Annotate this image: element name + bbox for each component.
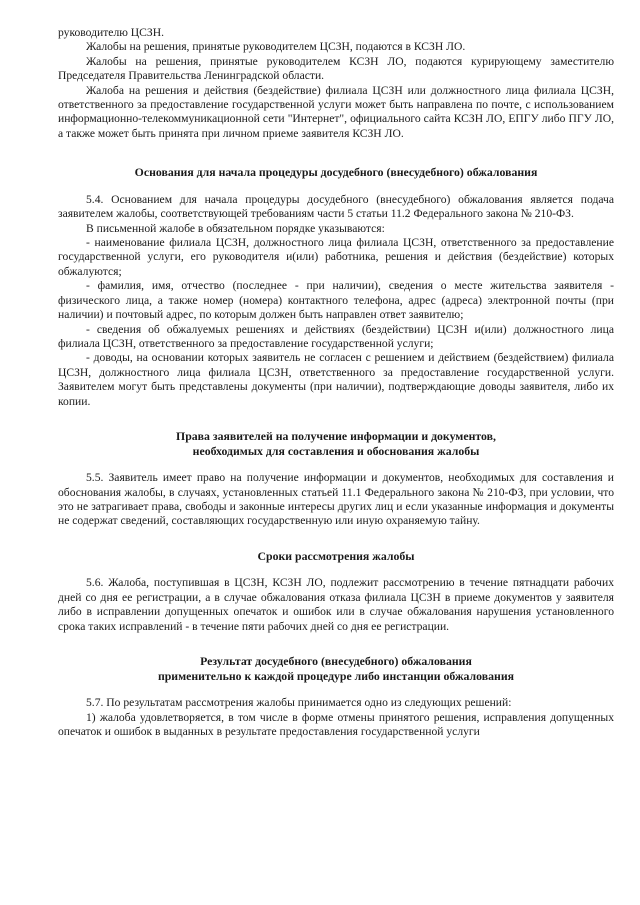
paragraph: 1) жалоба удовлетворяется, в том числе в форме отмены принятого решения, исправления допущенных опечаток и ошибок в выданных в результате предоставления государственной услуги <box>58 710 614 738</box>
list-item: - доводы, на основании которых заявитель не согласен с решением и действием (бездействием) филиала ЦСЗН, должностного лица филиала ЦСЗН, ответственного за предоставление государственной услуги. Заявителем могут быть представлены документы (при наличии), подтверждающие доводы заявителя, либо их копии. <box>58 351 614 408</box>
paragraph: руководителю ЦСЗН. <box>58 26 164 39</box>
paragraph: В письменной жалобе в обязательном порядке указываются: <box>86 221 385 235</box>
section-heading-line: Результат досудебного (внесудебного) обжалования <box>200 653 472 668</box>
paragraph: 5.7. По результатам рассмотрения жалобы принимается одно из следующих решений: <box>86 696 512 710</box>
list-item: - фамилия, имя, отчество (последнее - при наличии), сведения о месте жительства заявителя - физического лица, а также номер (номера) контактного телефона, адрес (адреса) электронной почты (при наличии) и почтовый адрес, по которым должен быть направлен ответ заявителю; <box>58 279 614 322</box>
list-item: - наименование филиала ЦСЗН, должностного лица филиала ЦСЗН, ответственного за предоставление государственной услуги, его руководителя и(или) работника, решения и действия (бездействие) которых обжалуются; <box>58 236 614 278</box>
paragraph: 5.6. Жалоба, поступившая в ЦСЗН, КСЗН ЛО, подлежит рассмотрению в течение пятнадцати рабочих дней со дня ее регистрации, а в случае обжалования отказа филиала ЦСЗН в приеме документов у заявителя либо в исправлении допущенных опечаток и ошибок или в случае обжалования нарушения установленного срока таких исправлений - в течение пяти рабочих дней со дня ее регистрации. <box>58 576 614 633</box>
spacer <box>58 563 614 576</box>
spacer <box>58 409 614 429</box>
spacer <box>58 458 614 471</box>
spacer <box>58 529 614 549</box>
section-heading: Сроки рассмотрения жалобы <box>257 548 415 563</box>
list-item: - сведения об обжалуемых решениях и действиях (бездействии) ЦСЗН и(или) должностного лица филиала ЦСЗН, ответственного за предоставление государственной услуги; <box>58 322 614 350</box>
paragraph: Жалобы на решения, принятые руководителем КСЗН ЛО, подаются курирующему заместителю Председателя Правительства Ленинградской области. <box>58 54 614 83</box>
paragraph: 5.4. Основанием для начала процедуры досудебного (внесудебного) обжалования является подача заявителем жалобы, соответствующей требованиям части 5 статьи 11.2 Федерального закона № 210-ФЗ. <box>58 192 614 221</box>
section-heading-line: необходимых для составления и обоснования жалобы <box>192 443 480 458</box>
spacer <box>58 141 614 165</box>
paragraph: 5.5. Заявитель имеет право на получение информации и документов, необходимых для составления и обоснования жалобы, в случаях, установленных статьей 11.1 Федерального закона № 210-ФЗ, при условии, что это не затрагивает права, свободы и законные интересы других лиц и если указанные информация и документы не содержат сведений, составляющих государственную или иную охраняемую тайну. <box>58 471 614 528</box>
spacer <box>58 180 614 193</box>
section-heading-line: Права заявителей на получение информации и документов, <box>176 428 496 443</box>
paragraph: Жалоба на решения и действия (бездействие) филиала ЦСЗН или должностного лица филиала ЦСЗН, ответственного за предоставление государственной услуги может быть направлена по почте, с использованием информационно-телекоммуникационной сети "Интернет", официального сайта КСЗН ЛО, ЕПГУ либо ПГУ ЛО, а также может быть принята при личном приеме заявителя КСЗН ЛО. <box>58 83 614 140</box>
paragraph: Жалобы на решения, принятые руководителем ЦСЗН, подаются в КСЗН ЛО. <box>86 40 466 54</box>
section-heading: Основания для начала процедуры досудебного (внесудебного) обжалования <box>134 165 538 180</box>
spacer <box>58 634 614 654</box>
spacer <box>58 683 614 696</box>
section-heading-line: применительно к каждой процедуре либо инстанции обжалования <box>157 668 515 683</box>
